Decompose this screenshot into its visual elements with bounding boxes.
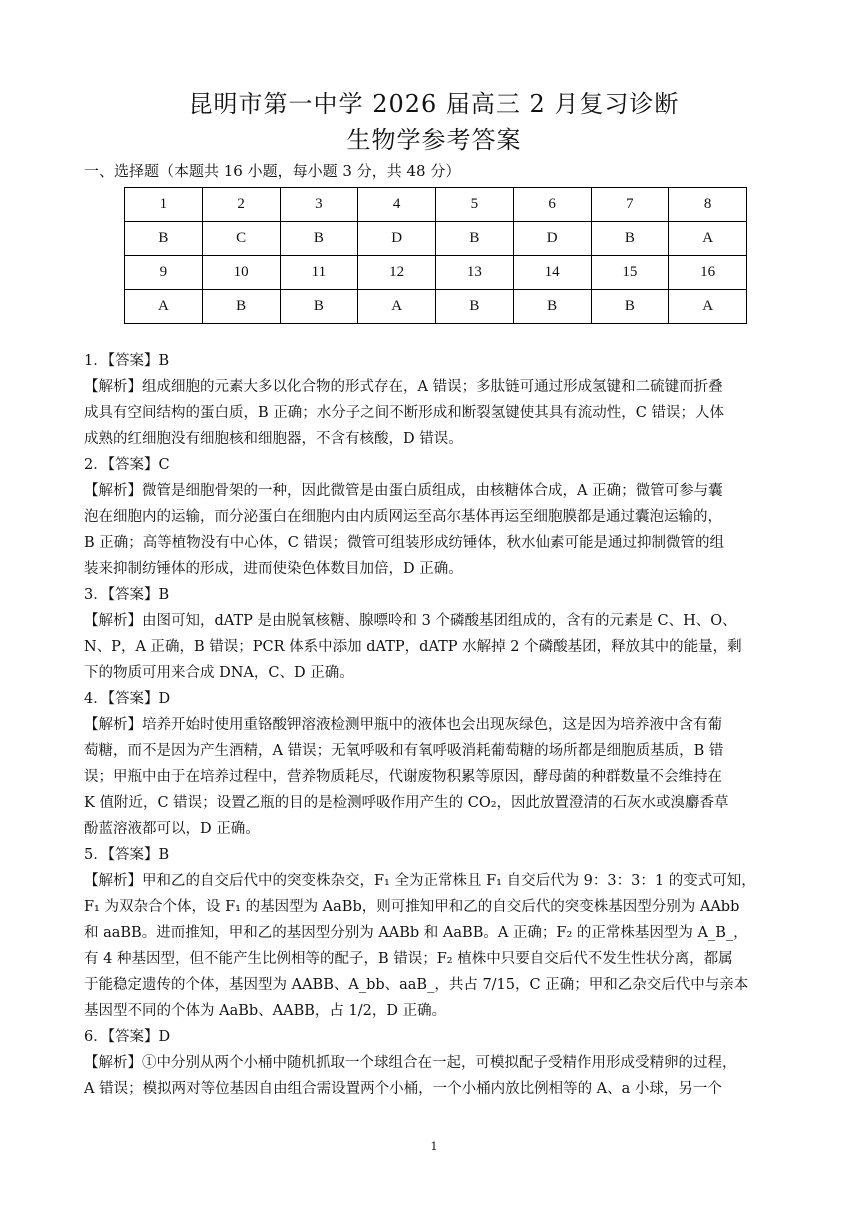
explanation-text <box>84 712 784 842</box>
explanation-line: 泡在细胞内的运输，而分泌蛋白在细胞内由内质网运至高尔基体再运至细胞膜都是通过囊泡运输的， <box>84 509 722 525</box>
answer-table <box>124 187 747 324</box>
explanation-line: B 正确；高等植物没有中心体，C 错误；微管可组装形成纺锤体，秋水仙素可能是通过抑制微管的组 <box>84 535 724 551</box>
explanation-text <box>84 868 784 1024</box>
page-number: 1 <box>430 1140 438 1153</box>
answer-cell: C <box>202 222 280 256</box>
explanation-line: 基因型不同的个体为 AaBb、AABB，占 1/2，D 正确。 <box>84 1003 447 1019</box>
explanation-line: 装来抑制纺锤体的形成，进而使染色体数目加倍，D 正确。 <box>84 561 463 577</box>
answer-heading: 4．【答案】D <box>84 691 171 707</box>
answer-cell: A <box>669 290 747 324</box>
answer-cell: B <box>513 290 591 324</box>
explanation-text <box>84 374 784 452</box>
explanation-line: 有 4 种基因型，但不能产生比例相等的配子，B 错误；F₂ 植株中只要自交后代不发生性状分离，都属 <box>84 951 733 967</box>
answer-cell: B <box>125 222 203 256</box>
explanation-line: 下的物质可用来合成 DNA，C、D 正确。 <box>84 665 354 681</box>
question-number-cell: 13 <box>436 256 514 290</box>
question-number-cell: 11 <box>280 256 358 290</box>
explanation-text <box>84 478 784 582</box>
answer-heading: 6．【答案】D <box>84 1029 171 1045</box>
explanation-line: 萄糖，而不是因为产生酒精，A 错误；无氧呼吸和有氧呼吸消耗葡萄糖的场所都是细胞质基质，B 错 <box>84 743 724 759</box>
question-number-cell: 2 <box>202 188 280 222</box>
explanation-line: 【解析】由图可知，dATP 是由脱氧核糖、腺嘌呤和 3 个磷酸基团组成的，含有的元素是 C、H、O、 <box>84 613 737 629</box>
explanation-line: 误；甲瓶中由于在培养过程中，营养物质耗尽，代谢废物积累等原因，酵母菌的种群数量不会维持在 <box>84 769 722 785</box>
question-number-cell: 4 <box>358 188 436 222</box>
explanation-line: F₁ 为双杂合个体，设 F₁ 的基因型为 AaBb，则可推知甲和乙的自交后代的突变株基因型分别为 AAbb <box>84 899 740 915</box>
question-number-row <box>125 256 747 290</box>
question-block <box>84 842 784 1024</box>
explanation-line: 于能稳定遗传的个体，基因型为 AABB、A_bb、aaB_，共占 7/15，C 正确；甲和乙杂交后代中与亲本 <box>84 977 749 993</box>
answer-cell: B <box>280 222 358 256</box>
question-number-cell: 5 <box>436 188 514 222</box>
answer-row <box>125 222 747 256</box>
explanation-text <box>84 608 784 686</box>
document-subtitle: 生物学参考答案 <box>346 126 522 154</box>
section-heading: 一、选择题（本题共 16 小题，每小题 3 分，共 48 分） <box>84 162 461 180</box>
explanation-line: 成熟的红细胞没有细胞核和细胞器，不含有核酸，D 错误。 <box>84 431 463 447</box>
question-number-row <box>125 188 747 222</box>
question-number-cell: 1 <box>125 188 203 222</box>
explanation-line: 【解析】①中分别从两个小桶中随机抓取一个球组合在一起，可模拟配子受精作用形成受精卵的过程， <box>84 1055 737 1071</box>
explanations <box>84 348 784 1102</box>
question-block <box>84 1024 784 1102</box>
explanation-line: 【解析】甲和乙的自交后代中的突变株杂交，F₁ 全为正常株且 F₁ 自交后代为 9：3：3：1 的变式可知， <box>84 873 756 889</box>
answer-cell: B <box>436 222 514 256</box>
document-title: 昆明市第一中学 2026 届高三 2 月复习诊断 <box>188 90 680 118</box>
explanation-line: A 错误；模拟两对等位基因自由组合需设置两个小桶，一个小桶内放比例相等的 A、a 小球，另一个 <box>84 1081 722 1097</box>
question-block <box>84 348 784 452</box>
answer-cell: A <box>358 290 436 324</box>
question-number-cell: 6 <box>513 188 591 222</box>
answer-heading: 5．【答案】B <box>84 847 170 863</box>
answer-cell: B <box>591 290 669 324</box>
question-number-cell: 15 <box>591 256 669 290</box>
explanation-line: 酚蓝溶液都可以，D 正确。 <box>84 821 260 837</box>
answer-heading: 1．【答案】B <box>84 353 170 369</box>
answer-heading: 3．【答案】B <box>84 587 170 603</box>
answer-cell: D <box>513 222 591 256</box>
explanation-line: K 值附近，C 错误；设置乙瓶的目的是检测呼吸作用产生的 CO₂，因此放置澄清的石灰水或溴麝香草 <box>84 795 729 811</box>
explanation-line: 和 aaBB。进而推知，甲和乙的基因型分别为 AABb 和 AaBB。A 正确；F₂ 的正常株基因型为 A_B_， <box>84 925 748 941</box>
question-number-cell: 12 <box>358 256 436 290</box>
explanation-text <box>84 1050 784 1102</box>
explanation-line: 【解析】组成细胞的元素大多以化合物的形式存在，A 错误；多肽链可通过形成氢键和二硫键而折叠 <box>84 379 723 395</box>
question-number-cell: 16 <box>669 256 747 290</box>
question-number-cell: 3 <box>280 188 358 222</box>
question-number-cell: 14 <box>513 256 591 290</box>
explanation-line: 【解析】培养开始时使用重铬酸钾溶液检测甲瓶中的液体也会出现灰绿色，这是因为培养液中含有葡 <box>84 717 722 733</box>
answer-cell: A <box>125 290 203 324</box>
answer-cell: B <box>280 290 358 324</box>
question-number-cell: 8 <box>669 188 747 222</box>
explanation-line: N、P，A 正确，B 错误；PCR 体系中添加 dATP，dATP 水解掉 2 个磷酸基团，释放其中的能量，剩 <box>84 639 742 655</box>
answer-cell: D <box>358 222 436 256</box>
answer-cell: B <box>202 290 280 324</box>
answer-cell: B <box>591 222 669 256</box>
explanation-line: 【解析】微管是细胞骨架的一种，因此微管是由蛋白质组成，由核糖体合成，A 正确；微管可参与囊 <box>84 483 723 499</box>
answer-heading: 2．【答案】C <box>84 457 170 473</box>
question-number-cell: 10 <box>202 256 280 290</box>
answer-row <box>125 290 747 324</box>
question-number-cell: 7 <box>591 188 669 222</box>
question-block <box>84 452 784 582</box>
question-number-cell: 9 <box>125 256 203 290</box>
answer-cell: B <box>436 290 514 324</box>
answer-cell: A <box>669 222 747 256</box>
explanation-line: 成具有空间结构的蛋白质，B 正确；水分子之间不断形成和断裂氢键使其具有流动性，C 错误；人体 <box>84 405 724 421</box>
question-block <box>84 686 784 842</box>
question-block <box>84 582 784 686</box>
